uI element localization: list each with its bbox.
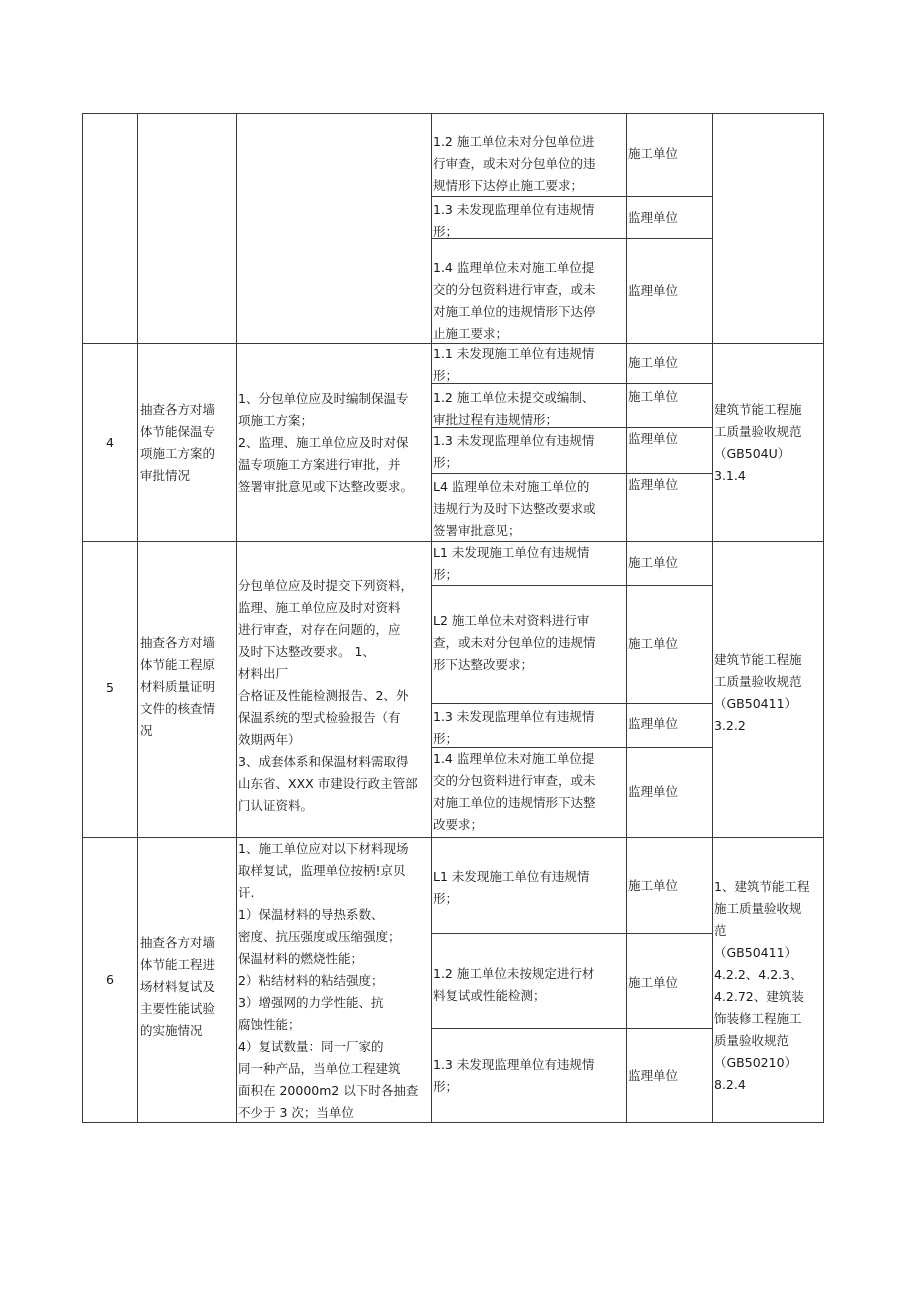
col-divider — [712, 113, 713, 1123]
responsible-party: 施工单位 — [628, 146, 679, 161]
responsible-party: 施工单位 — [628, 555, 679, 570]
responsible-party: 监理单位 — [628, 283, 679, 298]
issue-text: L1 未发现施工单位有违规情 形； — [433, 869, 590, 906]
issue-text: 1.2 施工单位未对分包单位进 行审查，或未对分包单位的违 规情形下达停止施工要求； — [433, 134, 596, 193]
issue-text: 1.4 监理单位未对施工单位提 交的分包资料进行审查，或未 对施工单位的违规情形下达停 止施工要求； — [433, 260, 596, 341]
row-divider — [431, 933, 712, 934]
issue-text: L2 施工单位未对资料进行审 查，或未对分包单位的违规情 形下达整改要求； — [433, 613, 596, 672]
issue-text: 1.3 未发现监理单位有违规情 形； — [433, 433, 595, 470]
responsible-party: 施工单位 — [628, 975, 679, 990]
responsible-party: 监理单位 — [628, 210, 679, 225]
requirement-text: 分包单位应及时提交下列资料， 监理、施工单位应及时对资料 进行审查，对存在问题的，应 及时下达整改要求。 1、 材料出厂 合格证及性能检测报告、2、外 保温系统的型式检验报告（有 效期两年） 3、成套体系和保温材料需取得 山东省、XXX 市建设行政主管部 门认证资料。 — [238, 578, 418, 813]
basis-reference: 1、建筑节能工程 施工质量验收规 范 （GB50411） 4.2.2、4.2.3、 4.2.72、建筑装 饰装修工程施工 质量验收规范 （GB50210） 8.2.4 — [714, 879, 810, 1092]
col-divider — [137, 113, 138, 1123]
requirement-text: 1、分包单位应及时编制保温专 项施工方案； 2、监理、施工单位应及时对保 温专项施工方案进行审批，并 签署审批意见或下达整改要求。 — [238, 391, 414, 494]
issue-text: 1.2 施工单位未按规定进行材 料复试或性能检测； — [433, 966, 595, 1003]
responsible-party: 施工单位 — [628, 389, 679, 404]
issue-text: L1 未发现施工单位有违规情 形； — [433, 545, 590, 582]
inspection-item: 抽查各方对墙 体节能工程原 材料质量证明 文件的核查情 况 — [140, 635, 216, 738]
responsible-party: 监理单位 — [628, 431, 679, 446]
inspection-item: 抽查各方对墙 体节能保温专 项施工方案的 审批情况 — [140, 402, 216, 483]
inspection-item: 抽查各方对墙 体节能工程进 场材料复试及 主要性能试验 的实施情况 — [140, 935, 216, 1038]
row-divider — [431, 703, 712, 704]
issue-text: L4 监理单位未对施工单位的 违规行为及时下达整改要求或 签署审批意见； — [433, 479, 596, 538]
basis-reference: 建筑节能工程施 工质量验收规范 （GB504U） 3.1.4 — [714, 402, 802, 483]
responsible-party: 监理单位 — [628, 1068, 679, 1083]
issue-text: 1.3 未发现监理单位有违规情 形； — [433, 1057, 595, 1094]
responsible-party: 施工单位 — [628, 636, 679, 651]
responsible-party: 监理单位 — [628, 784, 679, 799]
issue-text: 1.2 施工单位未提交或编制、 审批过程有违规情形； — [433, 390, 595, 427]
issue-text: 1.3 未发现监理单位有违规情 形； — [433, 709, 595, 746]
row-divider — [431, 1028, 712, 1029]
basis-reference: 建筑节能工程施 工质量验收规范 （GB50411） 3.2.2 — [714, 652, 802, 733]
responsible-party: 监理单位 — [628, 477, 679, 492]
responsible-party: 施工单位 — [628, 878, 679, 893]
row-number: 6 — [106, 972, 114, 987]
issue-text: 1.1 未发现施工单位有违规情 形； — [433, 346, 595, 383]
issue-text: 1.4 监理单位未对施工单位提 交的分包资料进行审查，或未 对施工单位的违规情形下达整 改要求； — [433, 751, 596, 832]
issue-text: 1.3 未发现监理单位有违规情 形； — [433, 202, 595, 239]
responsible-party: 监理单位 — [628, 716, 679, 731]
row-number: 5 — [106, 680, 114, 695]
requirement-text: 1、施工单位应对以下材料现场 取样复试，监理单位按柄!京贝 讦. 1）保温材料的导热系数、 密度、抗压强度或压缩强度； 保温材料的燃烧性能； 2）粘结材料的粘结强度； 3）增强网的力学性能、抗 腐蚀性能； 4）复试数量：同一厂家的 同一种产品，当单位工程建筑 面积在 20000m2 以下时各抽查 不少于 3 次；当单位 — [238, 841, 419, 1120]
responsible-party: 施工单位 — [628, 355, 679, 370]
row-number: 4 — [106, 435, 114, 450]
